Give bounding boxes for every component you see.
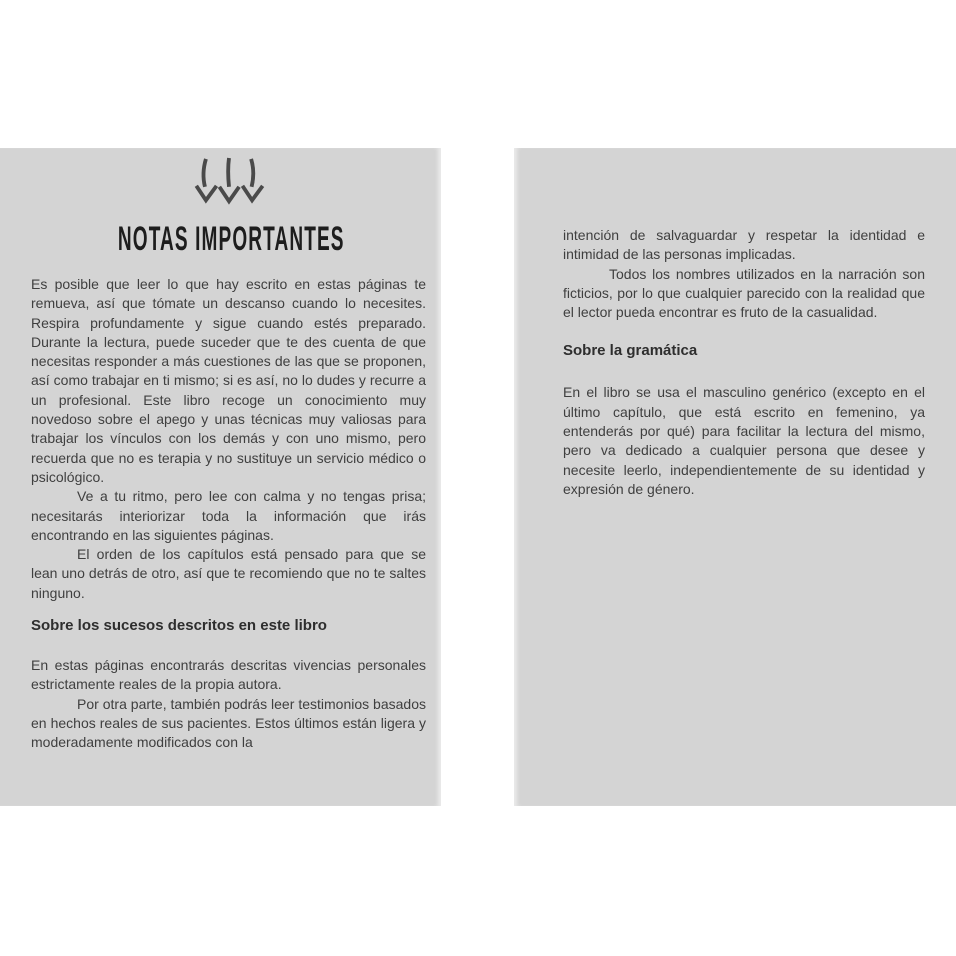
section-heading-gramatica: Sobre la gramática bbox=[563, 342, 698, 360]
paragraph: Ve a tu ritmo, pero lee con calma y no tengas prisa; necesitarás interiorizar toda la información que irás encontrando en las siguientes páginas. bbox=[31, 488, 426, 543]
paragraph: En el libro se usa el masculino genérico (excepto en el último capítulo, que está escrito en femenino, ya entenderás por qué) para facilitar la lectura del mismo, pero va dedicado a cualquier persona que desee y necesite leerlo, independientemente de su identidad y expresión de género. bbox=[563, 384, 925, 497]
right-page-content bbox=[514, 148, 956, 499]
left-page-content bbox=[0, 148, 441, 753]
right-page bbox=[514, 148, 956, 806]
left-page bbox=[0, 148, 441, 806]
paragraph: El orden de los capítulos está pensado para que se lean uno detrás de otro, así que te recomiendo que no te saltes ninguno. bbox=[31, 546, 426, 601]
left-body-text bbox=[31, 275, 426, 753]
section-heading-sucesos: Sobre los sucesos descritos en este libro bbox=[31, 617, 327, 635]
right-body-text bbox=[563, 226, 925, 499]
paragraph: Es posible que leer lo que hay escrito en estas páginas te remueva, así que tómate un descanso cuando lo necesites. Respira profundamente y sigue cuando estés preparado. Durante la lectura, puede suceder que te des cuenta de que necesitas responder a más cuestiones de las que se proponen, así como trabajar en ti mismo; si es así, no lo dudes y recurre a un profesional. Este libro recoge un conocimiento muy novedoso sobre el apego y unas técnicas muy valiosas para trabajar los vínculos con los demás y con uno mismo, pero recuerda que no es terapia y no sustituye un servicio médico o psicológico. bbox=[31, 276, 426, 485]
right-section-paragraphs bbox=[563, 383, 925, 499]
three-down-arrows-icon bbox=[191, 157, 267, 207]
left-section-paragraphs bbox=[31, 656, 426, 752]
paragraph: En estas páginas encontrarás descritas vivencias personales estrictamente reales de la propia autora. bbox=[31, 657, 426, 693]
paragraph: Por otra parte, también podrás leer testimonios basados en hechos reales de sus pacientes. Estos últimos están ligera y moderadamente modificados con la bbox=[31, 695, 426, 751]
chapter-title: NOTAS IMPORTANTES bbox=[117, 220, 345, 258]
paragraph: intención de salvaguardar y respetar la identidad e intimidad de las personas implicadas. bbox=[563, 227, 925, 263]
paragraph: Todos los nombres utilizados en la narración son ficticios, por lo que cualquier parecido con la realidad que el lector pueda encontrar es fruto de la casualidad. bbox=[563, 265, 925, 321]
chapter-icon-row bbox=[31, 157, 426, 207]
